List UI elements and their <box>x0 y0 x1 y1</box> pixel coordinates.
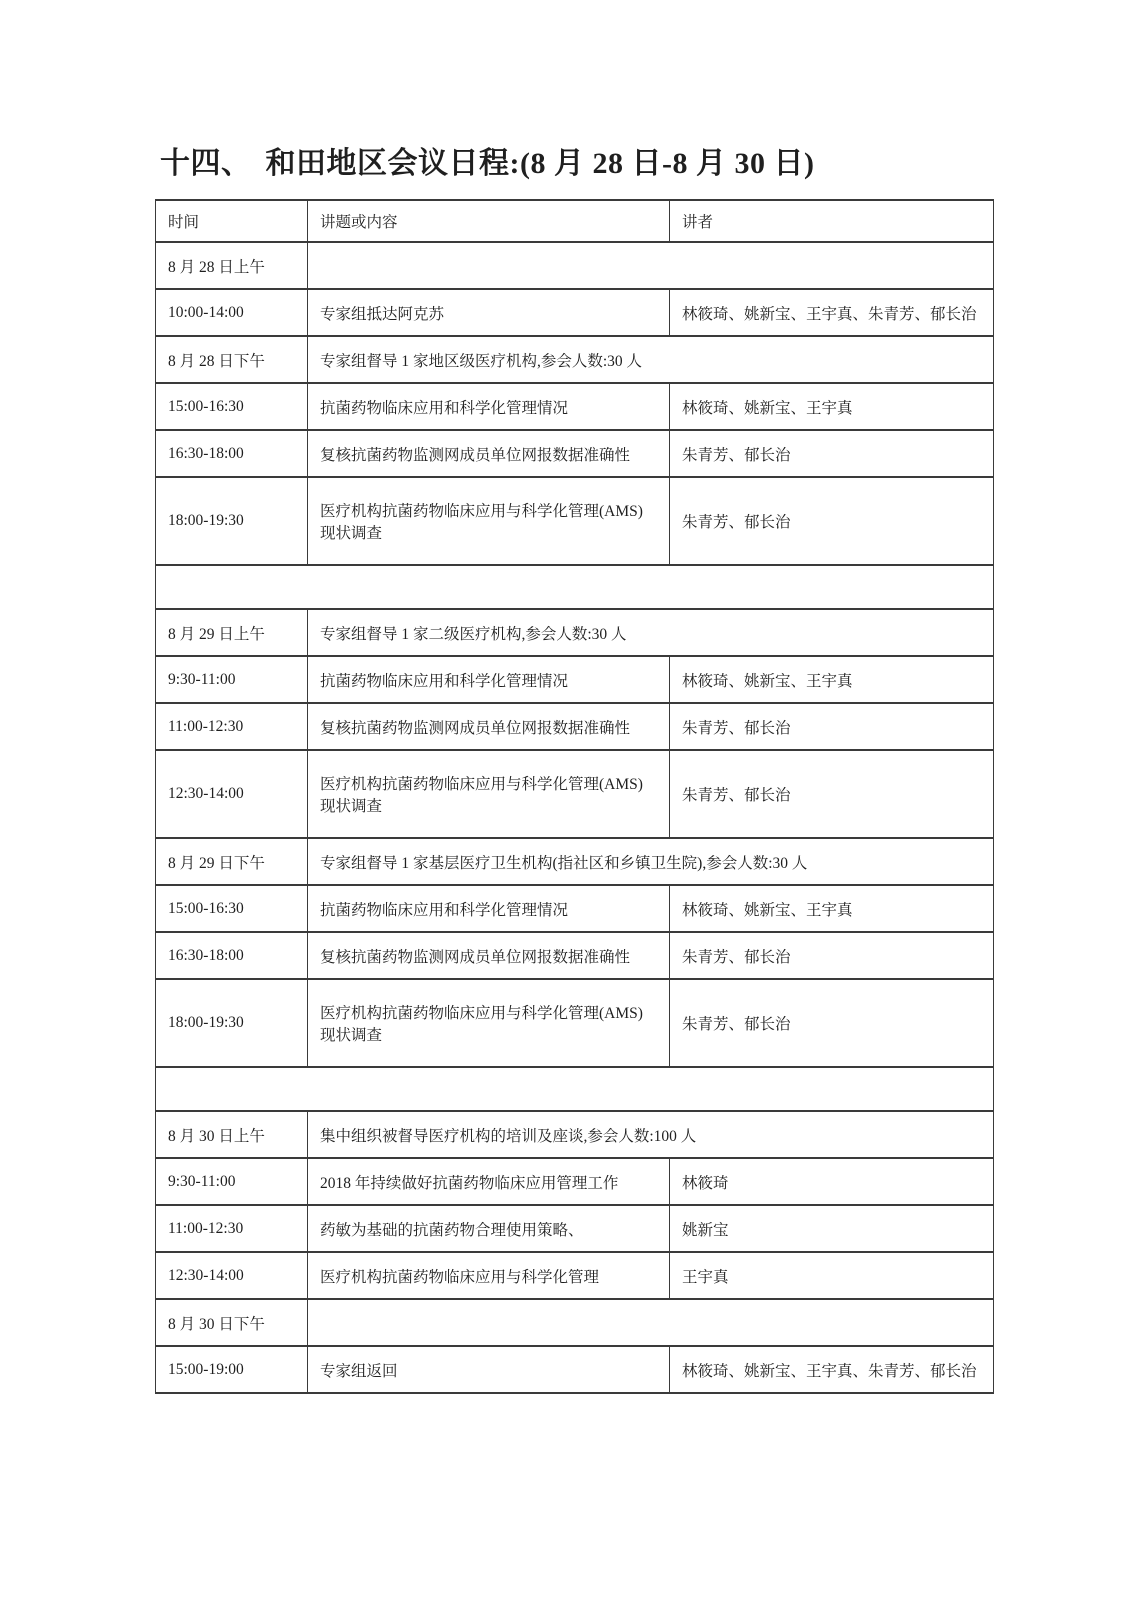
speaker-cell: 林筱琦、姚新宝、王宇真 <box>670 656 994 703</box>
header-topic: 讲题或内容 <box>308 200 670 242</box>
time-cell: 18:00-19:30 <box>156 979 308 1067</box>
speaker-cell: 林筱琦 <box>670 1158 994 1205</box>
time-cell: 8 月 30 日下午 <box>156 1299 308 1346</box>
section-row <box>156 336 994 383</box>
topic-cell <box>308 242 994 289</box>
table-row <box>156 885 994 932</box>
topic-cell: 专家组督导 1 家地区级医疗机构,参会人数:30 人 <box>308 336 994 383</box>
time-cell: 16:30-18:00 <box>156 430 308 477</box>
topic-cell: 专家组返回 <box>308 1346 670 1393</box>
topic-cell: 复核抗菌药物监测网成员单位网报数据准确性 <box>308 932 670 979</box>
table-row <box>156 979 994 1067</box>
time-cell: 8 月 28 日上午 <box>156 242 308 289</box>
time-cell: 8 月 30 日上午 <box>156 1111 308 1158</box>
section-row <box>156 838 994 885</box>
speaker-cell: 林筱琦、姚新宝、王宇真、朱青芳、郁长治 <box>670 1346 994 1393</box>
topic-cell: 抗菌药物临床应用和科学化管理情况 <box>308 383 670 430</box>
topic-cell: 专家组抵达阿克苏 <box>308 289 670 336</box>
section-row <box>156 1111 994 1158</box>
table-row <box>156 289 994 336</box>
time-cell: 8 月 28 日下午 <box>156 336 308 383</box>
table-row <box>156 1205 994 1252</box>
table-row <box>156 1346 994 1393</box>
time-cell: 11:00-12:30 <box>156 1205 308 1252</box>
speaker-cell: 朱青芳、郁长治 <box>670 430 994 477</box>
topic-cell: 药敏为基础的抗菌药物合理使用策略、 <box>308 1205 670 1252</box>
speaker-cell: 朱青芳、郁长治 <box>670 932 994 979</box>
spacer-row <box>156 1067 994 1111</box>
speaker-cell: 朱青芳、郁长治 <box>670 979 994 1067</box>
topic-cell: 医疗机构抗菌药物临床应用与科学化管理 <box>308 1252 670 1299</box>
table-row <box>156 932 994 979</box>
time-cell: 9:30-11:00 <box>156 1158 308 1205</box>
speaker-cell: 林筱琦、姚新宝、王宇真 <box>670 383 994 430</box>
time-cell: 10:00-14:00 <box>156 289 308 336</box>
table-row <box>156 430 994 477</box>
time-cell: 12:30-14:00 <box>156 1252 308 1299</box>
time-cell: 12:30-14:00 <box>156 750 308 838</box>
header-speaker: 讲者 <box>670 200 994 242</box>
spacer-cell <box>156 1067 994 1111</box>
spacer-cell <box>156 565 994 609</box>
time-cell: 8 月 29 日上午 <box>156 609 308 656</box>
topic-cell: 集中组织被督导医疗机构的培训及座谈,参会人数:100 人 <box>308 1111 994 1158</box>
speaker-cell: 林筱琦、姚新宝、王宇真 <box>670 885 994 932</box>
topic-cell: 医疗机构抗菌药物临床应用与科学化管理(AMS)现状调查 <box>308 750 670 838</box>
topic-cell: 2018 年持续做好抗菌药物临床应用管理工作 <box>308 1158 670 1205</box>
time-cell: 15:00-16:30 <box>156 885 308 932</box>
topic-cell: 专家组督导 1 家基层医疗卫生机构(指社区和乡镇卫生院),参会人数:30 人 <box>308 838 994 885</box>
topic-cell: 复核抗菌药物监测网成员单位网报数据准确性 <box>308 703 670 750</box>
table-row <box>156 750 994 838</box>
page-title <box>160 138 814 182</box>
time-cell: 15:00-16:30 <box>156 383 308 430</box>
topic-cell: 复核抗菌药物监测网成员单位网报数据准确性 <box>308 430 670 477</box>
speaker-cell: 朱青芳、郁长治 <box>670 703 994 750</box>
section-row <box>156 1299 994 1346</box>
topic-cell <box>308 1299 994 1346</box>
time-cell: 11:00-12:30 <box>156 703 308 750</box>
topic-cell: 抗菌药物临床应用和科学化管理情况 <box>308 656 670 703</box>
topic-cell: 抗菌药物临床应用和科学化管理情况 <box>308 885 670 932</box>
time-cell: 15:00-19:00 <box>156 1346 308 1393</box>
spacer-row <box>156 565 994 609</box>
title-section-number: 十四、 <box>160 147 252 180</box>
time-cell: 16:30-18:00 <box>156 932 308 979</box>
section-row <box>156 242 994 289</box>
table-row <box>156 477 994 565</box>
topic-cell: 医疗机构抗菌药物临床应用与科学化管理(AMS)现状调查 <box>308 979 670 1067</box>
speaker-cell: 朱青芳、郁长治 <box>670 477 994 565</box>
time-cell: 8 月 29 日下午 <box>156 838 308 885</box>
section-row <box>156 609 994 656</box>
speaker-cell: 姚新宝 <box>670 1205 994 1252</box>
table-header-row <box>156 200 994 242</box>
topic-cell: 医疗机构抗菌药物临床应用与科学化管理(AMS)现状调查 <box>308 477 670 565</box>
table-row <box>156 703 994 750</box>
speaker-cell: 林筱琦、姚新宝、王宇真、朱青芳、郁长治 <box>670 289 994 336</box>
topic-cell: 专家组督导 1 家二级医疗机构,参会人数:30 人 <box>308 609 994 656</box>
table-row <box>156 1158 994 1205</box>
speaker-cell: 王宇真 <box>670 1252 994 1299</box>
meeting-schedule-table <box>155 199 994 1394</box>
time-cell: 18:00-19:30 <box>156 477 308 565</box>
header-time: 时间 <box>156 200 308 242</box>
table-row <box>156 656 994 703</box>
title-text: 和田地区会议日程:(8 月 28 日-8 月 30 日) <box>265 147 815 180</box>
table-row <box>156 383 994 430</box>
table-row <box>156 1252 994 1299</box>
time-cell: 9:30-11:00 <box>156 656 308 703</box>
speaker-cell: 朱青芳、郁长治 <box>670 750 994 838</box>
